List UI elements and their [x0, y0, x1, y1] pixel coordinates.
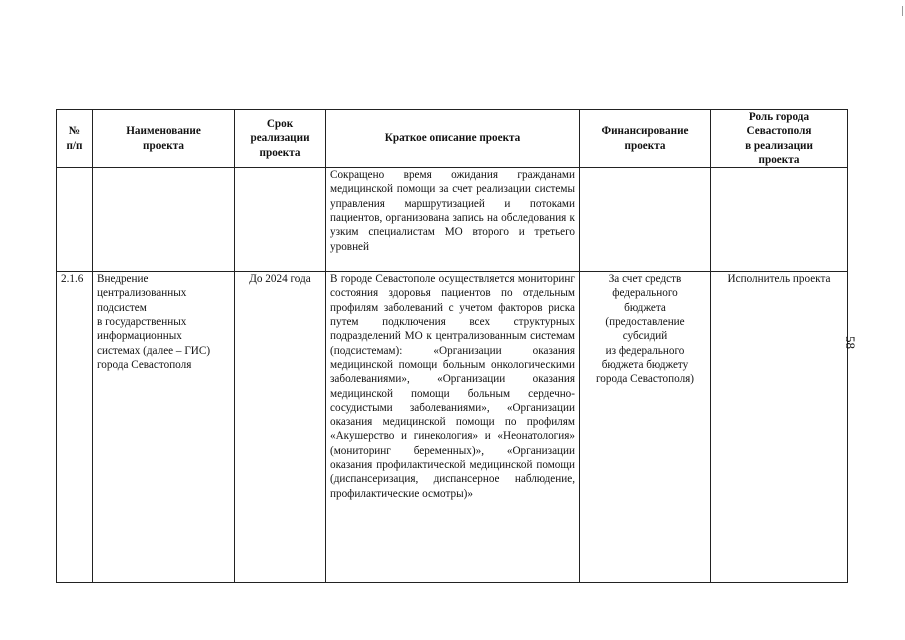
cell-term: До 2024 года — [235, 272, 326, 583]
cell-financing: За счет средств федерального бюджета (предоставление субсидий из федерального бюджета бюджету города Севастополя) — [580, 272, 711, 583]
table-row-continuation — [57, 168, 848, 272]
cell-role-empty — [711, 168, 848, 272]
cell-name-empty — [93, 168, 235, 272]
header-financing: Финансирование проекта — [580, 110, 711, 168]
projects-table — [56, 109, 848, 583]
cell-num-empty — [57, 168, 93, 272]
cell-financing-empty — [580, 168, 711, 272]
cell-description-continuation: Сокращено время ожидания гражданами медицинской помощи за счет реализации системы управления маршрутизацией и потоками пациентов, организована запись на обследования к узким специалистам МО второго и третьего уровней — [326, 168, 580, 272]
cell-description: В городе Севастополе осуществляется мониторинг состояния здоровья пациентов по отдельным профилям заболеваний с учетом факторов риска путем подключения всех структурных подразделений МО к централизованным системам (подсистемам): «Организации оказания медицинской помощи больным онкологическими заболеваниями», «Организации оказания медицинской помощи больным сердечно-сосудистыми заболеваниями», «Организации оказания медицинской помощи по профилям «Акушерство и гинекология» и «Неонатология» (мониторинг беременных)», «Организации оказания профилактической медицинской помощи (диспансеризация, диспансерное наблюдение, профилактические осмотры)» — [326, 272, 580, 583]
header-description: Краткое описание проекта — [326, 110, 580, 168]
header-num: № п/п — [57, 110, 93, 168]
table-header-row — [57, 110, 848, 168]
cell-term-empty — [235, 168, 326, 272]
cell-name: Внедрение централизованных подсистем в государственных информационных системах (далее – ГИС) города Севастополя — [93, 272, 235, 583]
page-number: 58 — [843, 336, 858, 349]
cell-role: Исполнитель проекта — [711, 272, 848, 583]
scan-edge-mark — [902, 6, 903, 16]
cell-num: 2.1.6 — [57, 272, 93, 583]
header-role: Роль города Севастополя в реализации проекта — [711, 110, 848, 168]
header-name: Наименование проекта — [93, 110, 235, 168]
table-row-2-1-6 — [57, 272, 848, 583]
header-term: Срок реализации проекта — [235, 110, 326, 168]
